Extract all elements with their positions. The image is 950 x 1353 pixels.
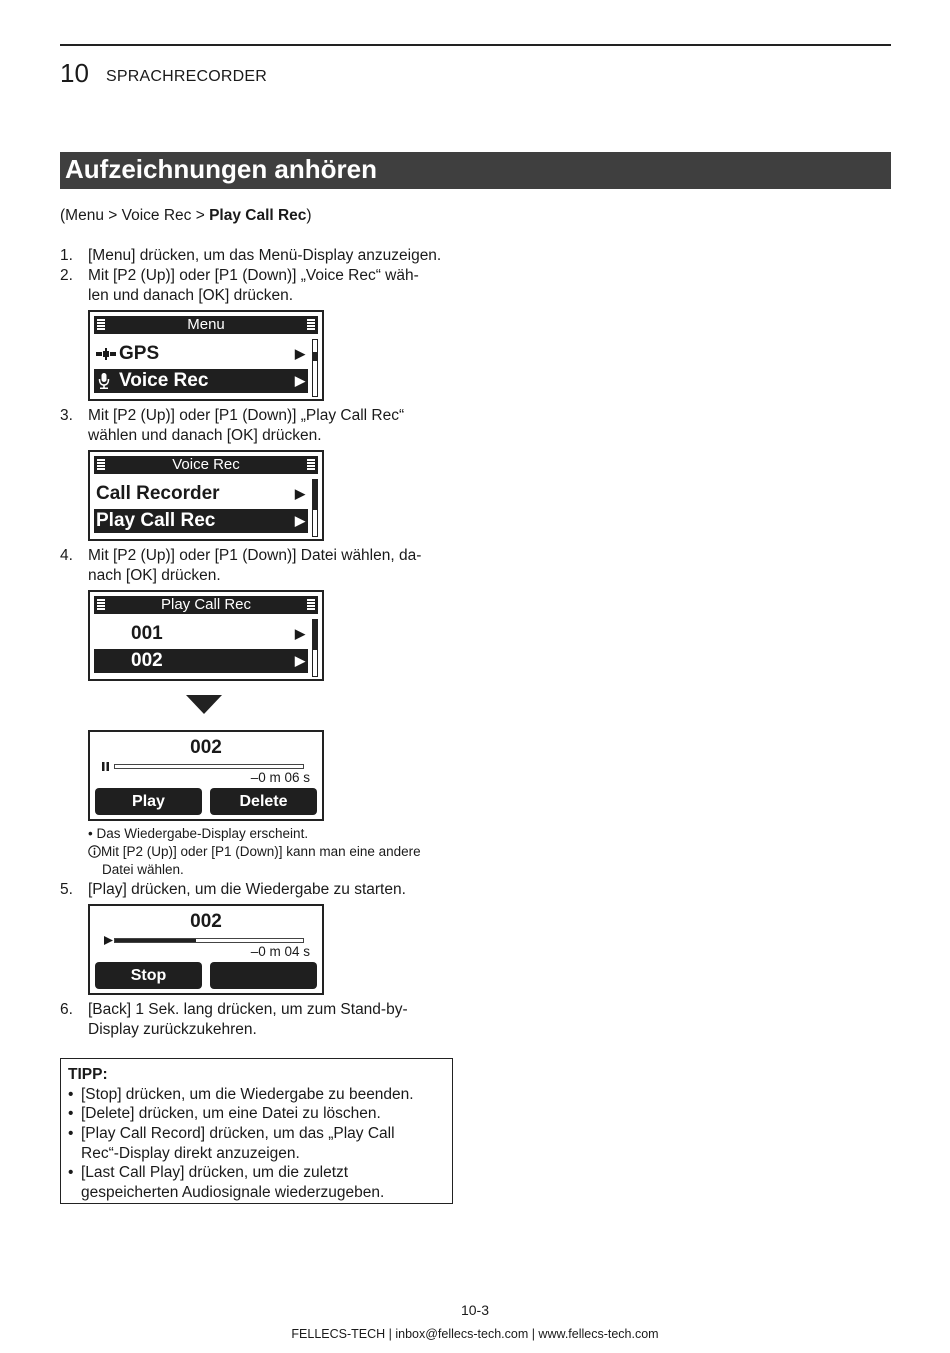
list-icon bbox=[307, 319, 315, 331]
step-text-line: Mit [P2 (Up)] oder [P1 (Down)] „Voice Rec“ wäh- bbox=[88, 267, 419, 284]
playback-progress-bar bbox=[114, 764, 304, 769]
step-text-line: [Back] 1 Sek. lang drücken, um zum Stand-by- bbox=[88, 1001, 408, 1018]
header-rule bbox=[60, 44, 891, 46]
tip-item-text: [Play Call Record] drücken, um das „Play Call bbox=[81, 1125, 395, 1142]
step-text-line: Mit [P2 (Up)] oder [P1 (Down)] „Play Call Rec“ bbox=[88, 407, 405, 424]
note-bullet: • Das Wiedergabe-Display erscheint. bbox=[88, 826, 309, 841]
menu-row-gps[interactable] bbox=[94, 342, 308, 366]
note-info bbox=[88, 843, 421, 879]
list-icon bbox=[97, 459, 105, 471]
menu-path-suffix: ) bbox=[306, 207, 312, 224]
menu-row-voice-rec[interactable] bbox=[94, 369, 308, 393]
tip-item-text: [Stop] drücken, um die Wiedergabe zu beenden. bbox=[81, 1086, 414, 1103]
playback-time-remaining: –0 m 04 s bbox=[250, 944, 310, 959]
step-number: 6. bbox=[60, 1001, 73, 1018]
info-icon bbox=[88, 845, 101, 858]
playback-file-name: 002 bbox=[190, 737, 222, 758]
playback-time-remaining: –0 m 06 s bbox=[250, 770, 310, 785]
step-text bbox=[88, 406, 468, 446]
arrow-right-icon: ▶ bbox=[295, 653, 305, 668]
lcd-menu-screen bbox=[88, 310, 324, 401]
scrollbar[interactable] bbox=[312, 619, 318, 677]
lcd-playback-screen-paused bbox=[88, 730, 324, 821]
arrow-right-icon: ▶ bbox=[295, 346, 305, 361]
step-text bbox=[88, 266, 468, 306]
step-text bbox=[88, 546, 468, 586]
arrow-down-icon bbox=[186, 695, 222, 714]
microphone-icon bbox=[98, 373, 110, 389]
scrollbar[interactable] bbox=[312, 339, 318, 397]
step-text: [Menu] drücken, um das Menü-Display anzuzeigen. bbox=[88, 247, 442, 264]
lcd-title: Play Call Rec bbox=[160, 596, 252, 613]
step-number: 3. bbox=[60, 407, 73, 424]
stop-button[interactable]: Stop bbox=[95, 962, 202, 989]
section-title: Aufzeichnungen anhören bbox=[60, 152, 891, 189]
step-text-line: wählen und danach [OK] drücken. bbox=[88, 427, 322, 444]
tip-item-text: Rec“-Display direkt anzuzeigen. bbox=[81, 1144, 300, 1162]
play-button[interactable]: Play bbox=[95, 788, 202, 815]
pause-icon bbox=[102, 762, 110, 771]
delete-button[interactable]: Delete bbox=[210, 788, 317, 815]
tip-box: TIPP: • [Stop] drücken, um die Wiedergabe zu beenden. • [Delete] drücken, um eine Datei zu löschen. • [Play Call Record] drücken, um das „Play Call Rec“-Display direkt anzuzeigen. • [Last Call Play] drücken, um die zuletzt gespeicherten Audiosignale wiederzugeben. bbox=[60, 1058, 453, 1204]
satellite-icon bbox=[96, 348, 116, 360]
file-row-001[interactable] bbox=[94, 622, 308, 646]
playback-progress-fill bbox=[115, 939, 196, 942]
row-label: GPS bbox=[119, 343, 160, 364]
menu-path bbox=[60, 207, 312, 225]
tip-item-text: gespeicherten Audiosignale wiederzugeben. bbox=[81, 1183, 385, 1201]
tip-item-text: [Last Call Play] drücken, um die zuletzt bbox=[81, 1164, 349, 1181]
step-number: 5. bbox=[60, 881, 73, 898]
arrow-right-icon: ▶ bbox=[295, 513, 305, 528]
lcd-title: Menu bbox=[187, 316, 225, 333]
play-icon bbox=[104, 936, 113, 945]
step-text-line: nach [OK] drücken. bbox=[88, 567, 221, 584]
menu-row-call-recorder[interactable] bbox=[94, 482, 308, 506]
note-info-line: Mit [P2 (Up)] oder [P1 (Down)] kann man eine andere bbox=[101, 844, 421, 859]
menu-path-prefix: (Menu > Voice Rec > bbox=[60, 207, 210, 224]
tip-title: TIPP: bbox=[68, 1066, 108, 1083]
step-text-line: Display zurückzukehren. bbox=[88, 1021, 257, 1038]
list-icon bbox=[307, 599, 315, 611]
scrollbar-thumb[interactable] bbox=[313, 352, 317, 361]
tip-item-text: [Delete] drücken, um eine Datei zu löschen. bbox=[81, 1105, 381, 1122]
step-text bbox=[88, 1000, 468, 1040]
lcd-header bbox=[94, 596, 318, 614]
scrollbar[interactable] bbox=[312, 479, 318, 537]
chapter-number: 10 bbox=[60, 58, 89, 88]
list-icon bbox=[307, 459, 315, 471]
scrollbar-thumb[interactable] bbox=[313, 480, 317, 510]
chapter-title: SPRACHRECORDER bbox=[106, 68, 268, 85]
menu-path-bold: Play Call Rec bbox=[209, 207, 307, 224]
playback-file-name: 002 bbox=[190, 911, 222, 932]
row-label: Play Call Rec bbox=[96, 510, 216, 531]
row-label: Voice Rec bbox=[119, 370, 209, 391]
note-info-line: Datei wählen. bbox=[102, 862, 184, 877]
lcd-title: Voice Rec bbox=[172, 456, 240, 473]
list-icon bbox=[97, 599, 105, 611]
arrow-right-icon: ▶ bbox=[295, 486, 305, 501]
lcd-voice-rec-screen bbox=[88, 450, 324, 541]
lcd-header bbox=[94, 456, 318, 474]
playback-progress-bar bbox=[114, 938, 304, 943]
blank-softkey-button[interactable] bbox=[210, 962, 317, 989]
step-text: [Play] drücken, um die Wiedergabe zu starten. bbox=[88, 881, 406, 898]
arrow-right-icon: ▶ bbox=[295, 626, 305, 641]
lcd-header bbox=[94, 316, 318, 334]
step-text-line: len und danach [OK] drücken. bbox=[88, 287, 294, 304]
footer: FELLECS-TECH | inbox@fellecs-tech.com | www.fellecs-tech.com bbox=[291, 1327, 659, 1341]
file-row-002[interactable] bbox=[94, 649, 308, 673]
step-number: 4. bbox=[60, 547, 73, 564]
scrollbar-thumb[interactable] bbox=[313, 620, 317, 650]
row-label: 002 bbox=[131, 650, 163, 671]
arrow-right-icon: ▶ bbox=[295, 373, 305, 388]
step-number: 2. bbox=[60, 267, 73, 284]
row-label: Call Recorder bbox=[96, 483, 220, 504]
lcd-playback-screen-playing bbox=[88, 904, 324, 995]
list-icon bbox=[97, 319, 105, 331]
lcd-play-call-rec-screen bbox=[88, 590, 324, 681]
menu-row-play-call-rec[interactable] bbox=[94, 509, 308, 533]
step-number: 1. bbox=[60, 247, 73, 264]
page-number: 10-3 bbox=[460, 1302, 490, 1318]
step-text-line: Mit [P2 (Up)] oder [P1 (Down)] Datei wählen, da- bbox=[88, 547, 422, 564]
row-label: 001 bbox=[131, 623, 163, 644]
